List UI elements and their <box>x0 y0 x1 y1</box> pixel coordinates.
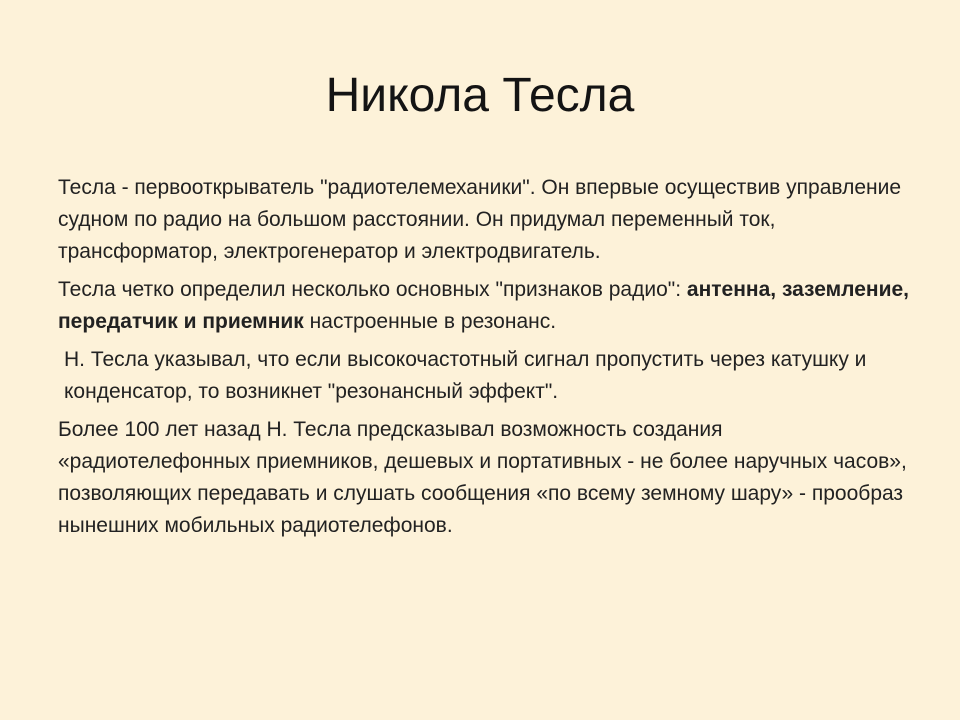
radio-features-bold: антенна, заземление, передатчик и приемник <box>58 278 909 333</box>
radio-features-intro: Тесла четко определил несколько основных "признаков радио": <box>58 278 687 301</box>
paragraph-resonance: Н. Тесла указывал, что если высокочастотный сигнал пропустить через катушку и конденсатор, то возникнет "резонансный эффект". <box>64 348 867 403</box>
radio-features-outro: настроенные в резонанс. <box>303 310 557 333</box>
paragraph-radiotelemechanics: Тесла - первооткрыватель "радиотелемеханики". Он впервые осуществив управление судном по радио на большом расстоянии. Он придумал переменный ток, трансформатор, электрогенератор и электродвигатель. <box>58 176 902 263</box>
paragraph-prediction: Более 100 лет назад Н. Тесла предсказывал возможность создания «радиотелефонных приемников, дешевых и портативных - не более наручных часов», позволяющих передавать и слушать сообщения «по всему земному шару» - прообраз нынешних мобильных радиотелефонов. <box>58 418 907 537</box>
slide-body <box>58 172 918 548</box>
paragraph-radio-features <box>58 274 918 338</box>
slide-title: Никола Тесла <box>325 69 635 122</box>
